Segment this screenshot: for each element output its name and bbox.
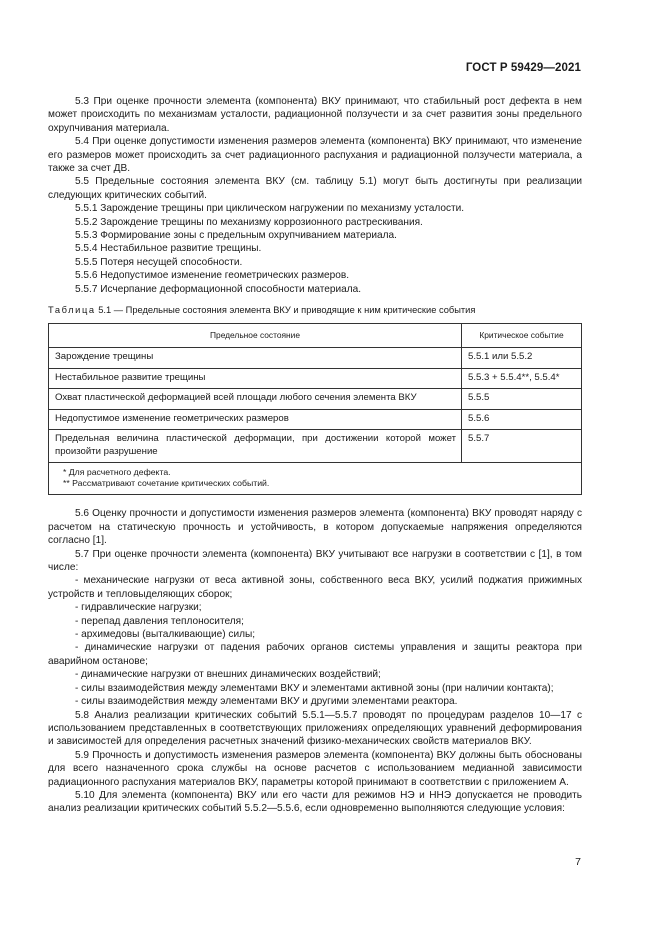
- cell-state: Зарождение трещины: [49, 348, 462, 369]
- column-header-event: Критическое событие: [462, 323, 582, 348]
- event-item: 5.5.5 Потеря несущей способности.: [75, 256, 243, 268]
- table-row: [49, 389, 582, 410]
- paragraph-5-7: 5.7 При оценке прочности элемента (компонента) ВКУ учитывают все нагрузки в соответствии с [1], в том числе:: [48, 548, 582, 574]
- load-item: - архимедовы (выталкивающие) силы;: [75, 629, 256, 641]
- table-caption-text: 5.1 — Предельные состояния элемента ВКУ и приводящие к ним критические события: [98, 305, 476, 316]
- cell-event: 5.5.3 + 5.5.4**, 5.5.4*: [462, 368, 582, 389]
- table-header-row: [49, 323, 582, 348]
- paragraph-5-3: 5.3 При оценке прочности элемента (компонента) ВКУ принимают, что стабильный рост дефекта в нем может происходить по механизмам усталости, радиационной ползучести и за счет развития зоны предельного охрупчивания материала.: [48, 96, 582, 134]
- event-item: 5.5.6 Недопустимое изменение геометрических размеров.: [75, 270, 350, 282]
- paragraph-5-6: 5.6 Оценку прочности и допустимости изменения размеров элемента (компонента) ВКУ проводят наряду с расчетом на статическую прочность и устойчивость, в котором допускаемые напряжения определяются согласно [1].: [48, 508, 582, 547]
- load-item: - динамические нагрузки от падения рабочих органов системы управления и защиты реактора при аварийном останове;: [48, 642, 582, 667]
- paragraph-5-5: 5.5 Предельные состояния элемента ВКУ (см. таблицу 5.1) могут быть достигнуты при реализации следующих критических событий.: [48, 176, 582, 201]
- cell-event: 5.5.7: [462, 430, 582, 463]
- standard-header: ГОСТ Р 59429—2021: [465, 62, 581, 74]
- page-number: 7: [575, 856, 581, 868]
- load-item: - динамические нагрузки от внешних динамических воздействий;: [75, 669, 381, 681]
- load-item: - гидравлические нагрузки;: [75, 602, 202, 614]
- event-item: 5.5.1 Зарождение трещины при циклическом нагружении по механизму усталости.: [75, 203, 465, 215]
- table-note: * Для расчетного дефекта.: [63, 467, 171, 477]
- load-item: - перепад давления теплоносителя;: [75, 615, 244, 627]
- cell-state: Охват пластической деформацией всей площади любого сечения элемента ВКУ: [49, 389, 462, 410]
- table-caption: [48, 304, 582, 317]
- cell-state: Предельная величина пластической деформации, при достижении которой может произойти разрушение: [49, 430, 462, 463]
- cell-state: Недопустимое изменение геометрических размеров: [49, 409, 462, 430]
- load-item: - механические нагрузки от веса активной зоны, собственного веса ВКУ, усилий поджатия прижимных устройств и тепловыделяющих сборок;: [48, 575, 582, 600]
- column-header-state: Предельное состояние: [49, 323, 462, 348]
- limit-states-table: [48, 323, 582, 496]
- table-row: [49, 348, 582, 369]
- table-row: [49, 368, 582, 389]
- paragraph-5-9: 5.9 Прочность и допустимость изменения размеров элемента (компонента) ВКУ должны быть обоснованы для всего назначенного срока службы на основе расчетов с использованием медианной зависимости радиационного распухания материалов ВКУ, параметры которой принимают в соответствии с приложением А.: [48, 749, 582, 788]
- cell-event: 5.5.1 или 5.5.2: [462, 348, 582, 369]
- event-item: 5.5.3 Формирование зоны с предельным охрупчиванием материала.: [75, 230, 397, 242]
- table-note: ** Рассматривают сочетание критических событий.: [63, 478, 270, 489]
- event-item: 5.5.2 Зарождение трещины по механизму коррозионного растрескивания.: [75, 216, 423, 228]
- table-caption-label: Таблица: [48, 305, 96, 316]
- event-item: 5.5.7 Исчерпание деформационной способности материала.: [75, 283, 362, 295]
- paragraph-5-4: 5.4 При оценке допустимости изменения размеров элемента (компонента) ВКУ принимают, что изменение его размеров может происходить за счет радиационного распухания и радиационной ползучести материала, а также за счет ДВ.: [48, 136, 582, 175]
- cell-event: 5.5.5: [462, 389, 582, 410]
- cell-state: Нестабильное развитие трещины: [49, 368, 462, 389]
- paragraph-5-10: 5.10 Для элемента (компонента) ВКУ или его части для режимов НЭ и ННЭ допускается не проводить анализ реализации критических событий 5.5.2—5.5.6, если одновременно выполняются следующие условия:: [48, 789, 582, 815]
- paragraph-5-8: 5.8 Анализ реализации критических событий 5.5.1—5.5.7 проводят по процедурам разделов 10—17 с использованием представленных в соответствующих приложениях определяющих уравнений деформирования и зависимостей для определения расчетных значений физико-механических свойств материалов ВКУ.: [48, 709, 582, 748]
- load-item: - силы взаимодействия между элементами ВКУ и элементами активной зоны (при наличии контакта);: [75, 682, 554, 694]
- load-item: - силы взаимодействия между элементами ВКУ и другими элементами реактора.: [75, 696, 458, 708]
- table-notes: [49, 463, 582, 495]
- cell-event: 5.5.6: [462, 409, 582, 430]
- table-row: [49, 430, 582, 463]
- table-row: [49, 409, 582, 430]
- table-notes-row: [49, 463, 582, 495]
- event-item: 5.5.4 Нестабильное развитие трещины.: [75, 243, 262, 255]
- document-body: [48, 95, 582, 816]
